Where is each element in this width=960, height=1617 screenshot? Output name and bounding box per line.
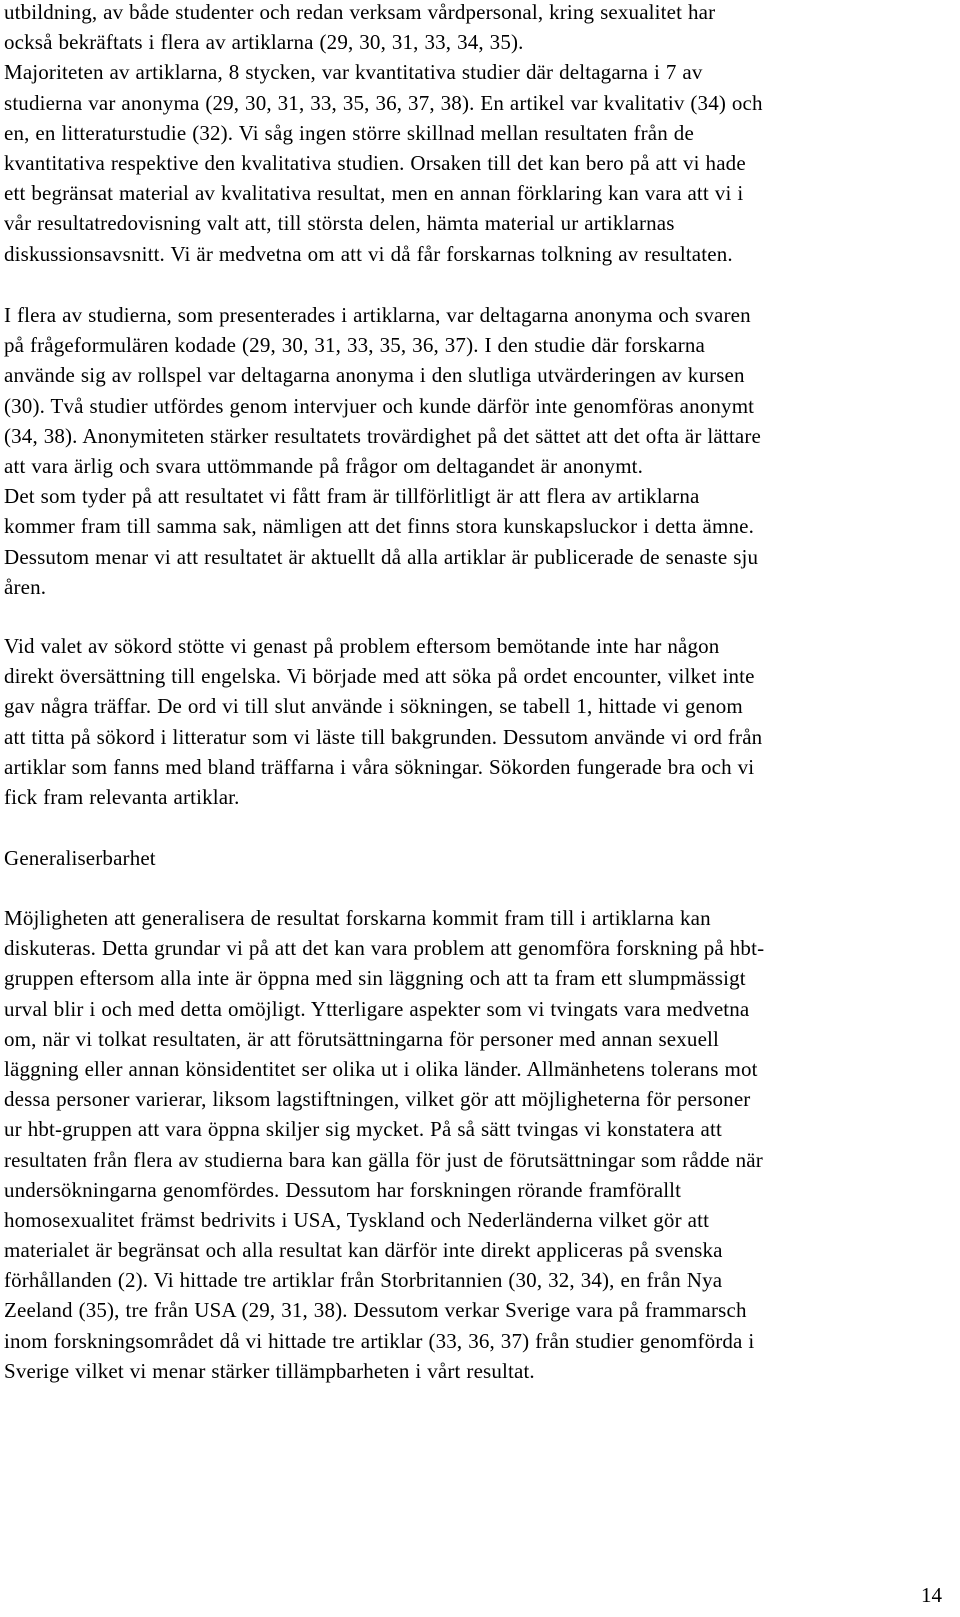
text-line: vår resultatredovisning valt att, till största delen, hämta material ur artiklarnas — [4, 211, 675, 236]
text-line: gruppen eftersom alla inte är öppna med sin läggning och att ta fram ett slumpmässigt — [4, 966, 746, 991]
text-line: att titta på sökord i litteratur som vi läste till bakgrunden. Dessutom använde vi ord från — [4, 724, 763, 749]
text-line: Majoriteten av artiklarna, 8 stycken, var kvantitativa studier där deltagarna i 7 av — [4, 60, 703, 85]
text-line: gav några träffar. De ord vi till slut använde i sökningen, se tabell 1, hittade vi genom — [4, 694, 743, 719]
paragraph-anonymity-methods — [4, 0, 763, 269]
heading-text: Generaliserbarhet — [4, 846, 156, 870]
text-line: diskuteras. Detta grundar vi på att det kan vara problem att genomföra forskning på hbt- — [4, 936, 765, 961]
text-line: kvantitativa respektive den kvalitativa studien. Orsaken till det kan bero på att vi hade — [4, 150, 746, 175]
text-line: artiklar som fanns med bland träffarna i våra sökningar. Sökorden fungerade bra och vi — [4, 754, 755, 779]
text-line: inom forskningsområdet då vi hittade tre artiklar (33, 36, 37) från studier genomförda i — [4, 1328, 755, 1353]
text-line: om, när vi tolkat resultaten, är att förutsättningarna för personer med annan sexuell — [4, 1026, 720, 1051]
text-line: I flera av studierna, som presenterades i artiklarna, var deltagarna anonyma och svaren — [4, 303, 751, 327]
text-line: diskussionsavsnitt. Vi är medvetna om att vi då får forskarnas tolkning av resultaten. — [4, 241, 733, 266]
text-line: (30). Två studier utfördes genom intervjuer och kunde därför inte genomföras anonymt — [4, 393, 755, 418]
text-line: Dessutom menar vi att resultatet är aktuellt då alla artiklar är publicerade de senaste sju — [4, 544, 759, 569]
text-line: (34, 38). Anonymiteten stärker resultatets trovärdighet på det sättet att det ofta är lättare — [4, 423, 761, 448]
text-line: direkt översättning till engelska. Vi började med att söka på ordet encounter, vilket inte — [4, 664, 755, 689]
text-line: använde sig av rollspel var deltagarna anonyma i den slutliga utvärderingen av kursen — [4, 363, 745, 388]
text-line: Det som tyder på att resultatet vi fått fram är tillförlitligt är att flera av artiklarna — [4, 484, 700, 509]
page-number: 14 — [921, 1583, 942, 1607]
paragraph-generalizability — [4, 903, 764, 1386]
text-line: på frågeformulären kodade (29, 30, 31, 33, 35, 36, 37). I den studie där forskarna — [4, 333, 705, 358]
paragraph-anonymity-credibility — [4, 300, 761, 602]
text-line: utbildning, av både studenter och redan verksam vårdpersonal, kring sexualitet har — [4, 0, 716, 24]
text-line: undersökningarna genomfördes. Dessutom har forskningen rörande framförallt — [4, 1177, 682, 1202]
text-line: urval blir i och med detta omöjligt. Ytterligare aspekter som vi tvingats vara medvetna — [4, 996, 750, 1021]
text-line: studierna var anonyma (29, 30, 31, 33, 35, 36, 37, 38). En artikel var kvalitativ (34) och — [4, 90, 763, 115]
paragraph-search-terms — [4, 631, 762, 812]
text-line: Sverige vilket vi menar stärker tillämpbarheten i vårt resultat. — [4, 1358, 535, 1383]
text-line: Möjligheten att generalisera de resultat forskarna kommit fram till i artiklarna kan — [4, 906, 711, 930]
text-line: materialet är begränsat och alla resultat kan därför inte direkt appliceras på svenska — [4, 1238, 723, 1263]
text-line: dessa personer varierar, liksom lagstiftningen, vilket gör att möjligheterna för personer — [4, 1087, 751, 1112]
text-line: ur hbt-gruppen att vara öppna skiljer sig mycket. På så sätt tvingas vi konstatera att — [4, 1117, 722, 1142]
text-line: Vid valet av sökord stötte vi genast på problem eftersom bemötande inte har någon — [4, 634, 720, 658]
text-line: fick fram relevanta artiklar. — [4, 784, 240, 809]
section-heading-generaliserbarhet — [4, 843, 156, 873]
text-line: också bekräftats i flera av artiklarna (29, 30, 31, 33, 34, 35). — [4, 30, 524, 55]
text-line: åren. — [4, 574, 47, 599]
text-line: läggning eller annan könsidentitet ser olika ut i olika länder. Allmänhetens tolerans mot — [4, 1056, 758, 1081]
text-line: kommer fram till samma sak, nämligen att det finns stora kunskapsluckor i detta ämne. — [4, 514, 754, 539]
text-line: att vara ärlig och svara uttömmande på frågor om deltagandet är anonymt. — [4, 453, 644, 478]
text-line: homosexualitet främst bedrivits i USA, Tyskland och Nederländerna vilket gör att — [4, 1207, 710, 1232]
text-line: resultaten från flera av studierna bara kan gälla för just de förutsättningar som rådde när — [4, 1147, 763, 1172]
text-line: förhållanden (2). Vi hittade tre artiklar från Storbritannien (30, 32, 34), en från Nya — [4, 1268, 723, 1293]
text-line: en, en litteraturstudie (32). Vi såg ingen större skillnad mellan resultaten från de — [4, 120, 694, 145]
text-line: ett begränsat material av kvalitativa resultat, men en annan förklaring kan vara att vi i — [4, 181, 744, 206]
text-line: Zeeland (35), tre från USA (29, 31, 38). Dessutom verkar Sverige vara på frammarsch — [4, 1298, 747, 1323]
